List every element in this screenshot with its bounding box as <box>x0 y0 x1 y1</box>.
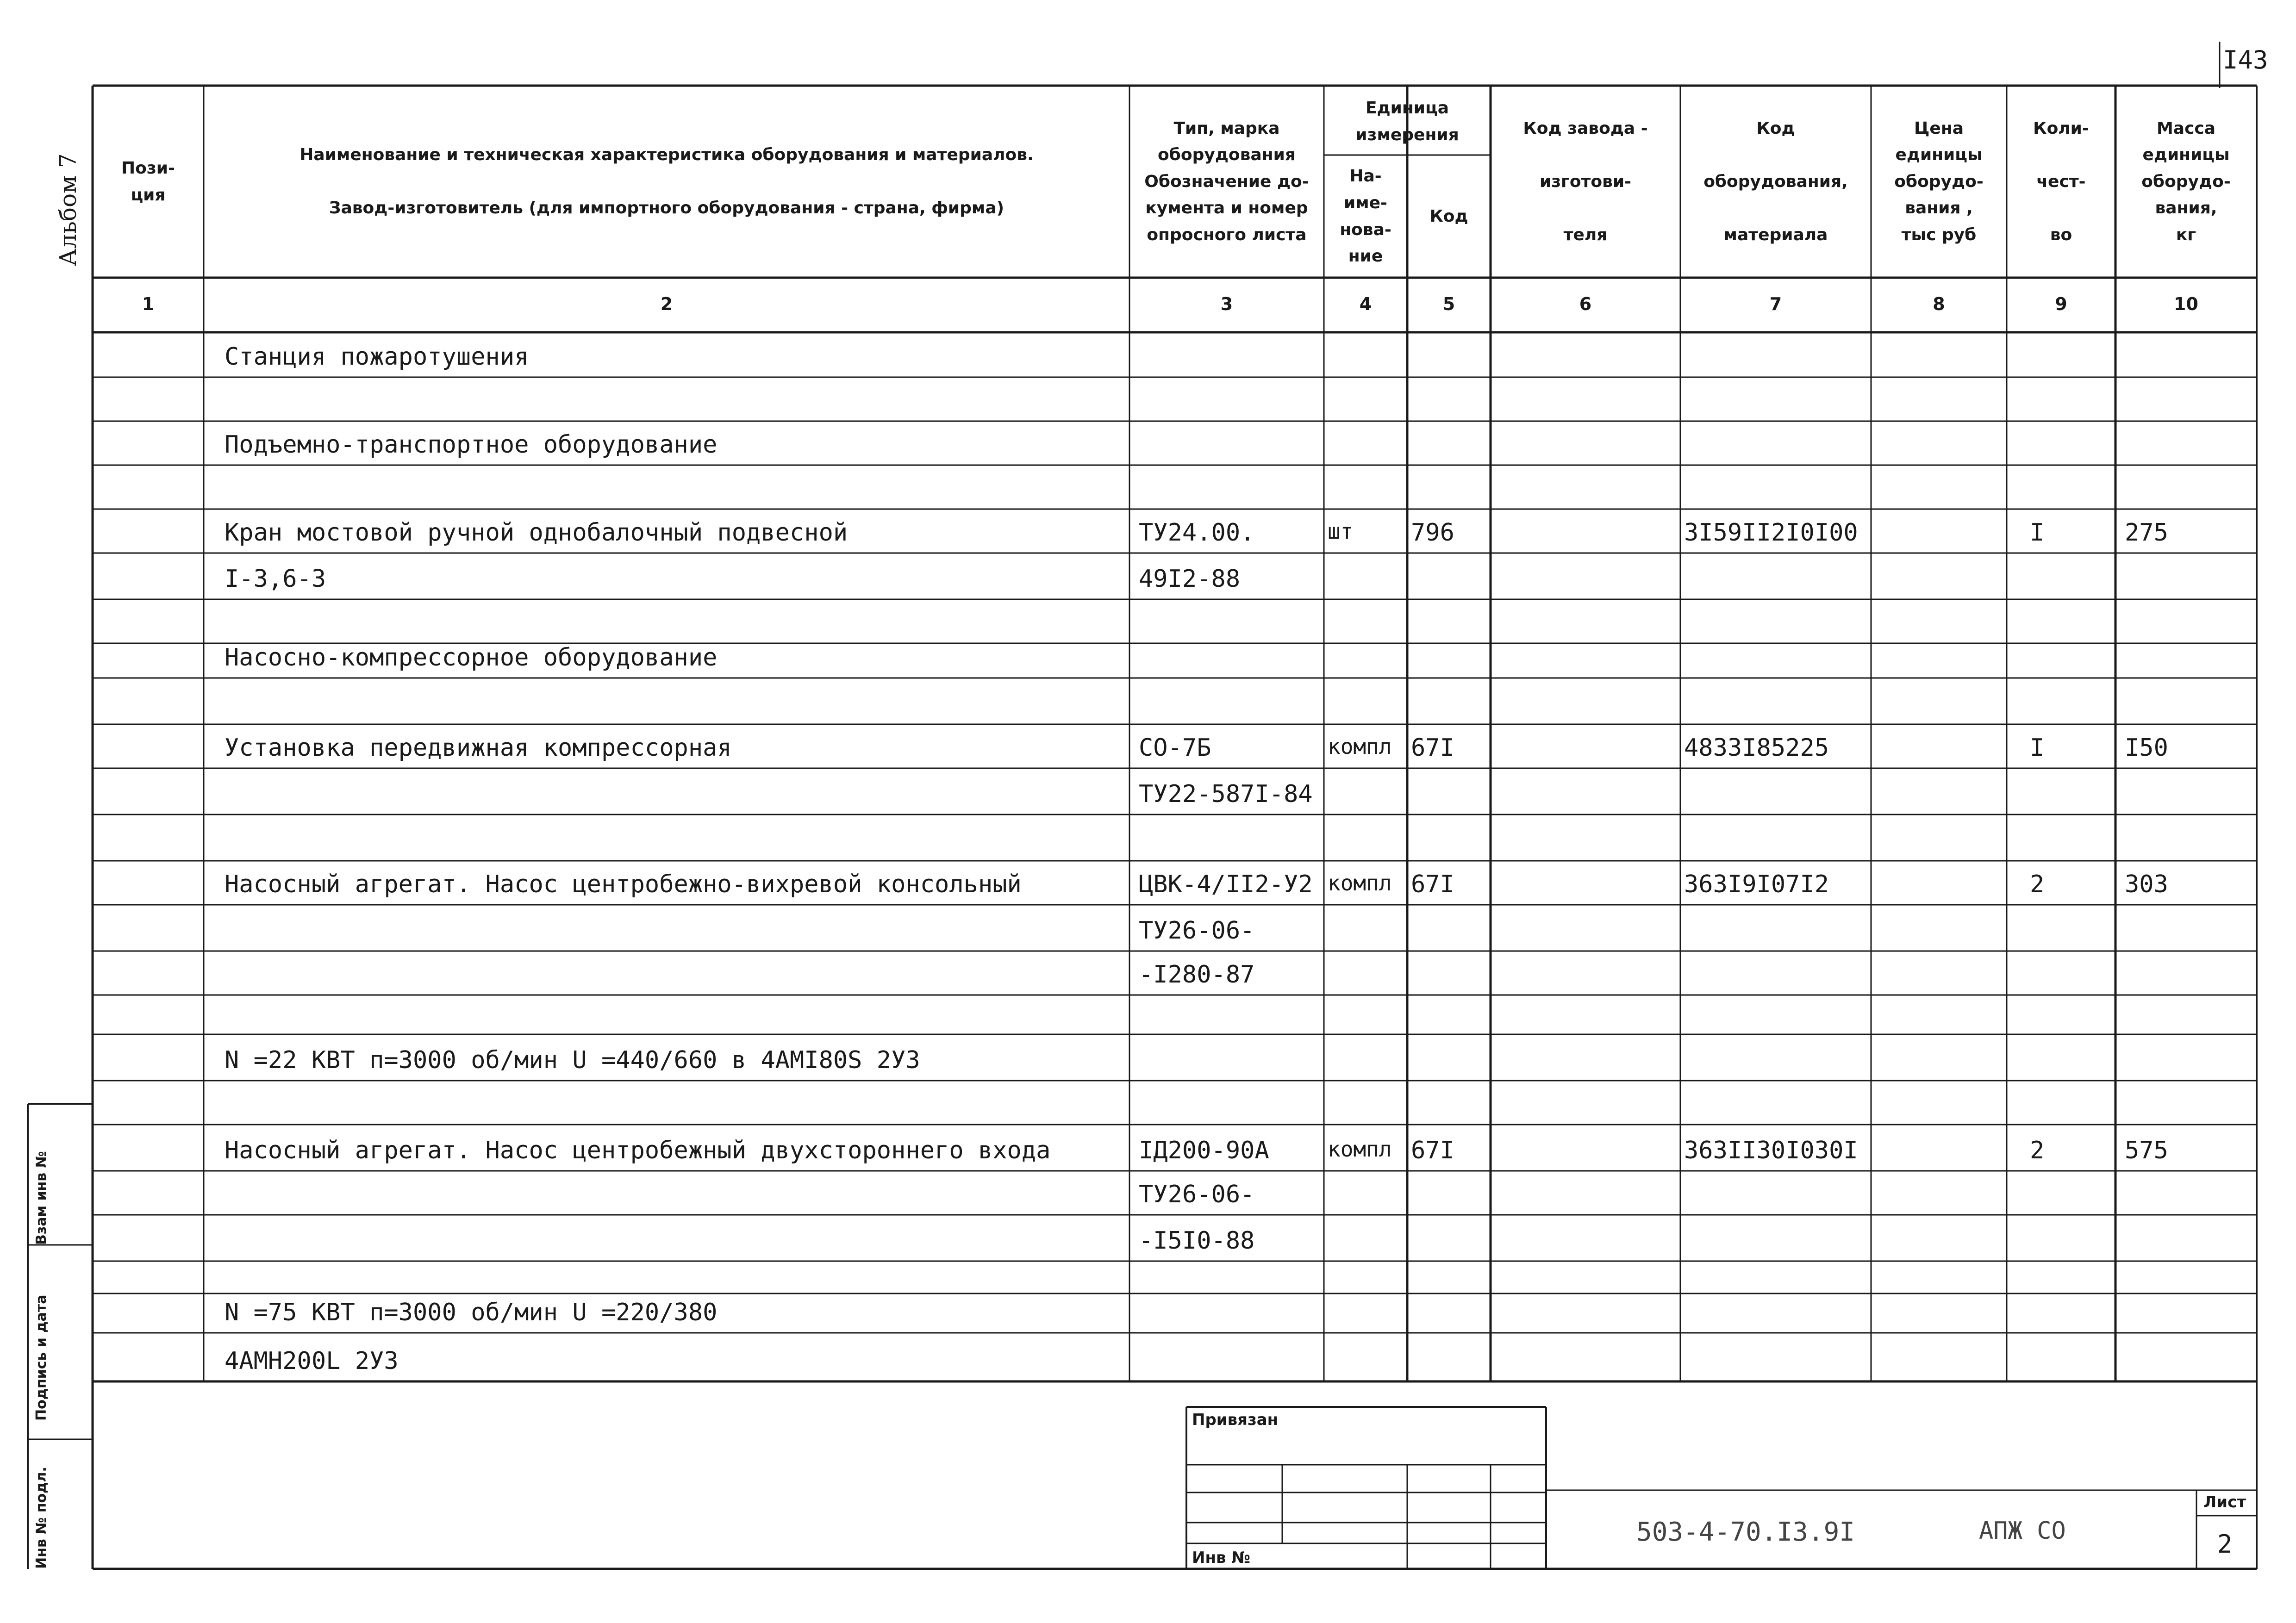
row-unit: компл <box>1328 734 1392 759</box>
row-equip-code: 363I9I07I2 <box>1684 871 1829 898</box>
column-header-label: Тип, марка оборудования Обозначение до- кумента и номер опросного листа <box>1144 118 1309 244</box>
row-unit: компл <box>1328 871 1392 895</box>
stamp-inv-no: Инв № <box>1192 1548 1251 1567</box>
column-header-unit_code <box>1407 155 1491 278</box>
column-header-qty <box>2007 86 2115 278</box>
row-qty: I <box>2030 519 2045 547</box>
row-type: ТУ24.00. <box>1139 519 1255 547</box>
row-name: Установка передвижная компрессорная <box>225 734 732 762</box>
column-header-type <box>1129 86 1324 278</box>
column-header-label: Код завода - изготови- теля <box>1523 118 1648 244</box>
column-header-label: Наименование и техническая характеристика оборудования и материалов. Завод-изготовитель (для импортного оборудования - страна, фирма) <box>299 145 1034 218</box>
row-type: ЦВК-4/II2-У2 <box>1139 871 1313 898</box>
row-mass: 575 <box>2125 1137 2168 1164</box>
row-equip-code: 3I59II2I0I00 <box>1684 519 1858 547</box>
column-header-factory_code <box>1491 86 1680 278</box>
row-mass: I50 <box>2125 734 2168 762</box>
column-number-9: 9 <box>2055 294 2067 314</box>
sheet-number-top: I43 <box>2223 45 2268 75</box>
row-code: 796 <box>1411 519 1454 547</box>
row-name: Насосно-компрессорное оборудование <box>225 644 718 672</box>
column-number-10: 10 <box>2174 294 2198 314</box>
row-code: 67I <box>1411 1137 1454 1164</box>
stamp-list-number: 2 <box>2217 1530 2233 1559</box>
column-header-label: Масса единицы оборудо- вания, кг <box>2141 118 2231 244</box>
column-header-unit_name <box>1324 155 1407 278</box>
stamp-privyazan: Привязан <box>1192 1411 1279 1429</box>
row-mass: 275 <box>2125 519 2168 547</box>
column-header-label: На- име- нова- ние <box>1340 167 1391 266</box>
row-name: 4АМН200L 2У3 <box>225 1347 399 1375</box>
column-number-4: 4 <box>1359 294 1372 314</box>
column-header-name <box>204 86 1129 278</box>
column-header-label: Код оборудования, материала <box>1703 118 1848 244</box>
row-equip-code: 4833I85225 <box>1684 734 1829 762</box>
column-number-3: 3 <box>1220 294 1233 314</box>
column-header-price <box>1871 86 2007 278</box>
stamp-list-label: Лист <box>2203 1493 2246 1511</box>
stamp-doc-suffix: АПЖ СО <box>1979 1517 2066 1545</box>
row-name: Кран мостовой ручной однобалочный подвесной <box>225 519 848 547</box>
row-type: ТУ22-587I-84 <box>1139 780 1313 808</box>
row-type: -I5I0-88 <box>1139 1227 1255 1255</box>
row-qty: 2 <box>2030 871 2045 898</box>
row-type: 49I2-88 <box>1139 565 1241 593</box>
row-name: Насосный агрегат. Насос центробежно-вихревой консольный <box>225 871 1022 898</box>
unit-group-header: Единица измерения <box>1355 99 1459 144</box>
column-header-equip_code <box>1680 86 1871 278</box>
column-header-label: Пози- ция <box>121 158 175 205</box>
column-number-6: 6 <box>1579 294 1592 314</box>
row-code: 67I <box>1411 871 1454 898</box>
row-type: ТУ26-06- <box>1139 917 1255 945</box>
column-number-7: 7 <box>1769 294 1782 314</box>
row-name: N =22 КВТ п=3000 об/мин U =440/660 в 4АМI80S 2У3 <box>225 1046 920 1074</box>
row-unit: компл <box>1328 1137 1392 1162</box>
column-header-label: Код <box>1429 206 1468 226</box>
row-name: N =75 КВТ п=3000 об/мин U =220/380 <box>225 1299 718 1326</box>
row-qty: 2 <box>2030 1137 2045 1164</box>
column-number-8: 8 <box>1933 294 1945 314</box>
column-number-2: 2 <box>660 294 673 314</box>
row-name: Подъемно-транспортное оборудование <box>225 431 718 459</box>
row-unit: шт <box>1328 519 1354 544</box>
row-qty: I <box>2030 734 2045 762</box>
side-label-inv-podl: Инв № подл. <box>33 1467 50 1569</box>
row-type: ТУ26-06- <box>1139 1181 1255 1208</box>
column-header-label: Цена единицы оборудо- вания , тыс руб <box>1894 118 1984 244</box>
side-label-inv-vzam: Взам инв № <box>33 1151 50 1245</box>
side-label-podpis: Подпись и дата <box>33 1294 50 1421</box>
row-type: СО-7Б <box>1139 734 1211 762</box>
column-header-pos <box>93 86 204 278</box>
row-name: Насосный агрегат. Насос центробежный двухстороннего входа <box>225 1137 1051 1164</box>
row-type: -I280-87 <box>1139 961 1255 989</box>
column-header-mass <box>2115 86 2257 278</box>
column-number-5: 5 <box>1442 294 1455 314</box>
column-header-label: Коли- чест- во <box>2033 118 2089 244</box>
row-mass: 303 <box>2125 871 2168 898</box>
stamp-doc-code: 503-4-70.I3.9I <box>1636 1517 1855 1547</box>
row-name: Станция пожаротушения <box>225 343 529 371</box>
row-type: IД200-90А <box>1139 1137 1269 1164</box>
album-label: Альбом 7 <box>55 153 81 266</box>
column-number-1: 1 <box>142 294 155 314</box>
row-code: 67I <box>1411 734 1454 762</box>
row-name: I-3,6-3 <box>225 565 326 593</box>
row-equip-code: 363II30I030I <box>1684 1137 1858 1164</box>
